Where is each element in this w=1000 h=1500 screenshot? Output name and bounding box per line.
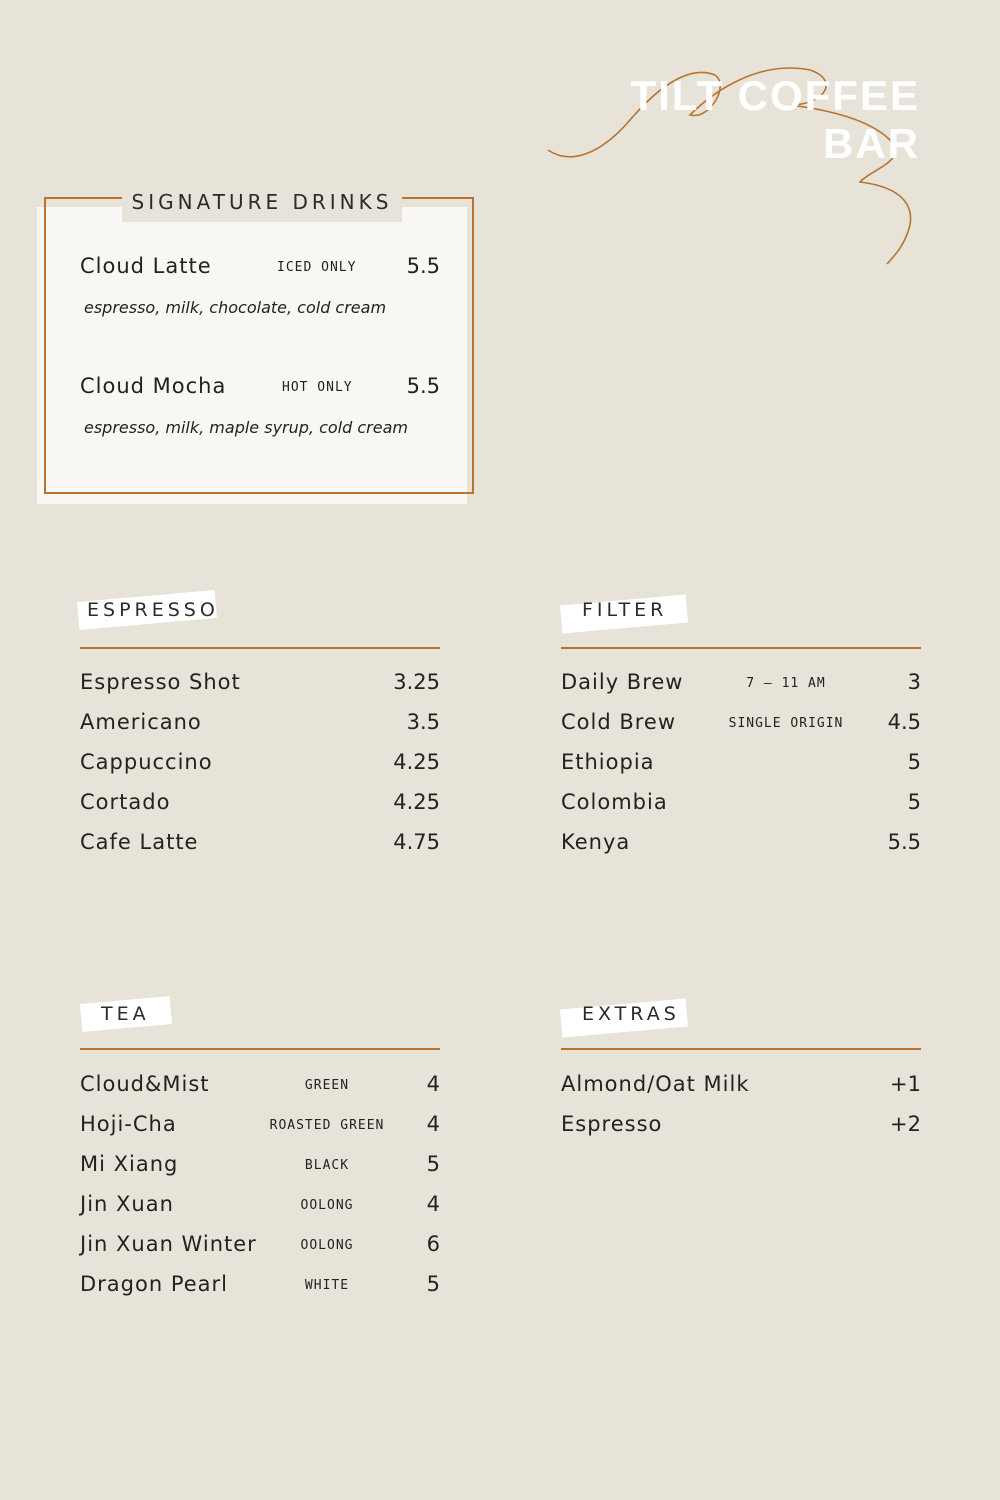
item-price: 5 xyxy=(907,790,921,814)
item-note: 7 – 11 AM xyxy=(746,676,826,691)
menu-row xyxy=(80,1192,440,1232)
item-name: Mi Xiang xyxy=(80,1152,179,1176)
signature-title: SIGNATURE DRINKS xyxy=(122,182,402,222)
item-note: HOT ONLY xyxy=(282,380,353,395)
menu-row xyxy=(80,790,440,830)
item-price: 4.25 xyxy=(393,750,440,774)
menu-row xyxy=(80,750,440,790)
item-name: Cortado xyxy=(80,790,171,814)
item-price: +1 xyxy=(890,1072,921,1096)
item-price: 4 xyxy=(426,1192,440,1216)
section-rule xyxy=(80,647,440,649)
item-price: 4.25 xyxy=(393,790,440,814)
item-price: 3 xyxy=(907,670,921,694)
menu-row xyxy=(80,710,440,750)
item-name: Cold Brew xyxy=(561,710,677,734)
item-name: Cloud&Mist xyxy=(80,1072,210,1096)
item-price: 5.5 xyxy=(406,254,440,278)
menu-row xyxy=(80,1112,440,1152)
item-price: 5 xyxy=(426,1272,440,1296)
item-note: SINGLE ORIGIN xyxy=(728,716,844,731)
item-price: +2 xyxy=(890,1112,921,1136)
menu-row xyxy=(80,1152,440,1192)
item-note: GREEN xyxy=(304,1078,350,1093)
item-name: Daily Brew xyxy=(561,670,684,694)
item-price: 5 xyxy=(426,1152,440,1176)
menu-row xyxy=(561,1072,921,1112)
item-note: ICED ONLY xyxy=(277,260,357,275)
section-title: FILTER xyxy=(582,599,668,621)
section-rule xyxy=(80,1048,440,1050)
item-name: Almond/Oat Milk xyxy=(561,1072,750,1096)
item-name: Americano xyxy=(80,710,202,734)
item-name: Hoji-Cha xyxy=(80,1112,177,1136)
item-name: Cappuccino xyxy=(80,750,213,774)
item-description: espresso, milk, maple syrup, cold cream xyxy=(84,418,408,437)
item-price: 3.25 xyxy=(393,670,440,694)
menu-row xyxy=(80,670,440,710)
menu-row xyxy=(561,710,921,750)
menu-row xyxy=(80,1272,440,1312)
section-title: ESPRESSO xyxy=(87,599,219,621)
item-name: Cloud Latte xyxy=(80,254,212,278)
menu-row xyxy=(80,1232,440,1272)
menu-row xyxy=(561,790,921,830)
menu-row xyxy=(80,1072,440,1112)
item-description: espresso, milk, chocolate, cold cream xyxy=(84,298,387,317)
item-name: Dragon Pearl xyxy=(80,1272,229,1296)
item-price: 4.5 xyxy=(887,710,921,734)
item-name: Jin Xuan xyxy=(80,1192,174,1216)
item-note: OOLONG xyxy=(300,1198,354,1213)
item-name: Ethiopia xyxy=(561,750,655,774)
item-price: 4.75 xyxy=(393,830,440,854)
menu-row xyxy=(80,830,440,870)
item-note: BLACK xyxy=(304,1158,350,1173)
item-name: Kenya xyxy=(561,830,631,854)
section-rule xyxy=(561,647,921,649)
item-note: ROASTED GREEN xyxy=(269,1118,385,1133)
menu-row xyxy=(561,830,921,870)
item-note: OOLONG xyxy=(300,1238,354,1253)
signature-frame xyxy=(44,197,474,494)
item-price: 5 xyxy=(907,750,921,774)
item-price: 3.5 xyxy=(406,710,440,734)
item-price: 4 xyxy=(426,1072,440,1096)
item-name: Espresso xyxy=(561,1112,663,1136)
item-price: 4 xyxy=(426,1112,440,1136)
item-name: Cloud Mocha xyxy=(80,374,227,398)
section-rule xyxy=(561,1048,921,1050)
item-name: Cafe Latte xyxy=(80,830,199,854)
menu-row xyxy=(561,670,921,710)
item-note: WHITE xyxy=(304,1278,350,1293)
menu-row xyxy=(561,1112,921,1152)
item-name: Jin Xuan Winter xyxy=(80,1232,257,1256)
item-name: Espresso Shot xyxy=(80,670,241,694)
item-price: 5.5 xyxy=(887,830,921,854)
section-title: EXTRAS xyxy=(582,1003,680,1025)
menu-row xyxy=(561,750,921,790)
item-price: 5.5 xyxy=(406,374,440,398)
item-price: 6 xyxy=(426,1232,440,1256)
section-title: TEA xyxy=(101,1003,150,1025)
brand-title: TILT COFFEE BAR xyxy=(630,72,920,167)
item-name: Colombia xyxy=(561,790,668,814)
